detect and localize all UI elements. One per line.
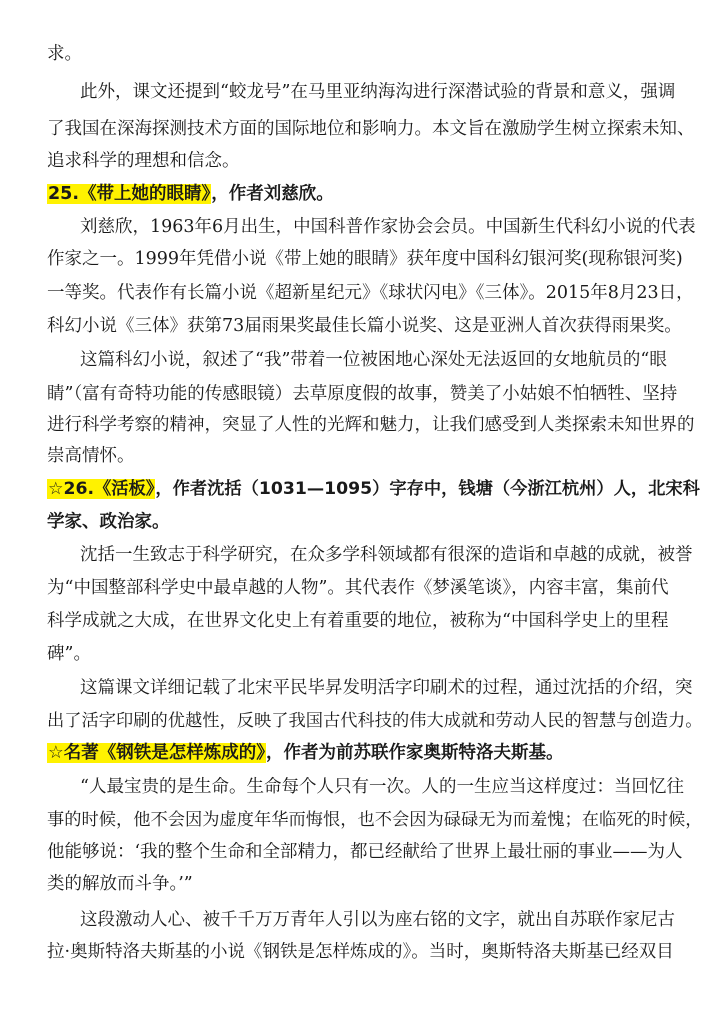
text-line: 作家之一。1999年凭借小说《带上她的眼睛》获年度中国科幻银河奖(现称银河奖) xyxy=(47,249,683,269)
heading-rest: ，作者为前苏联作家奥斯特洛夫斯基。 xyxy=(265,743,564,763)
highlighted-title: 25.《带上她的眼睛》 xyxy=(48,184,211,204)
text-line: 科学成就之大成，在世界文化史上有着重要的地位，被称为“中国科学史上的里程 xyxy=(47,611,669,631)
text-line: 科幻小说《三体》获第73届雨果奖最佳长篇小说奖、这是亚洲人首次获得雨果奖。 xyxy=(47,316,682,336)
text-line: 了我国在深海探测技术方面的国际地位和影响力。本文旨在激励学生树立探索未知、 xyxy=(47,119,695,139)
section-heading-classic xyxy=(47,741,563,765)
text-line: 这段激动人心、被千千万万青年人引以为座右铭的文字，就出自苏联作家尼古 xyxy=(80,910,675,930)
heading-continuation: 学家、政治家。 xyxy=(47,512,170,532)
text-line: 这篇课文详细记载了北宋平民毕昇发明活字印刷术的过程，通过沈括的介绍，突 xyxy=(80,678,693,698)
text-line: 追求科学的理想和信念。 xyxy=(47,151,240,171)
text-line: 这篇科幻小说，叙述了“我”带着一位被困地心深处无法返回的女地航员的“眼 xyxy=(80,350,667,370)
text-line: 事的时候，他不会因为虚度年华而悔恨，也不会因为碌碌无为而羞愧；在临死的时候， xyxy=(47,810,703,830)
text-line: 为“中国整部科学史中最卓越的人物”。其代表作《梦溪笔谈》，内容丰富，集前代 xyxy=(47,578,669,598)
text-line: 出了活字印刷的优越性，反映了我国古代科技的伟大成就和劳动人民的智慧与创造力。 xyxy=(47,711,703,731)
section-heading-26 xyxy=(47,477,700,501)
heading-rest: ，作者刘慈欣。 xyxy=(211,184,334,204)
text-line: 他能够说：‘我的整个生命和全部精力，都已经献给了世界上最壮丽的事业——为人 xyxy=(47,842,683,862)
text-line: 类的解放而斗争。’” xyxy=(47,874,193,894)
heading-rest: ，作者沈括（1031—1095）字存中，钱塘（今浙江杭州）人，北宋科 xyxy=(155,479,700,499)
text-line: 沈括一生致志于科学研究，在众多学科领域都有很深的造诣和卓越的成就，被誉 xyxy=(80,545,693,565)
text-line: 进行科学考察的精神，突显了人性的光辉和魅力，让我们感受到人类探索未知世界的 xyxy=(47,415,695,435)
text-line: “人最宝贵的是生命。生命每个人只有一次。人的一生应当这样度过：当回忆往 xyxy=(80,777,684,797)
text-line: 崇高情怀。 xyxy=(47,446,135,466)
text-line: 刘慈欣，1963年6月出生，中国科普作家协会会员。中国新生代科幻小说的代表 xyxy=(80,217,696,237)
text-line: 拉·奥斯特洛夫斯基的小说《钢铁是怎样炼成的》。当时，奥斯特洛夫斯基已经双目 xyxy=(47,942,674,962)
highlighted-title: ☆26.《活板》 xyxy=(48,479,155,499)
text-line: 求。 xyxy=(47,44,82,64)
text-line: 一等奖。代表作有长篇小说《超新星纪元》《球状闪电》《三体》。2015年8月23日， xyxy=(47,283,694,303)
text-line: 碑”。 xyxy=(47,644,91,664)
text-line: 此外，课文还提到“蛟龙号”在马里亚纳海沟进行深潜试验的背景和意义，强调 xyxy=(80,82,676,102)
section-heading-25 xyxy=(47,182,334,206)
highlighted-title: ☆名著《钢铁是怎样炼成的》 xyxy=(48,743,265,763)
text-line: 睛”（富有奇特功能的传感眼镜）去草原度假的故事，赞美了小姑娘不怕牺牲、坚持 xyxy=(47,384,678,404)
